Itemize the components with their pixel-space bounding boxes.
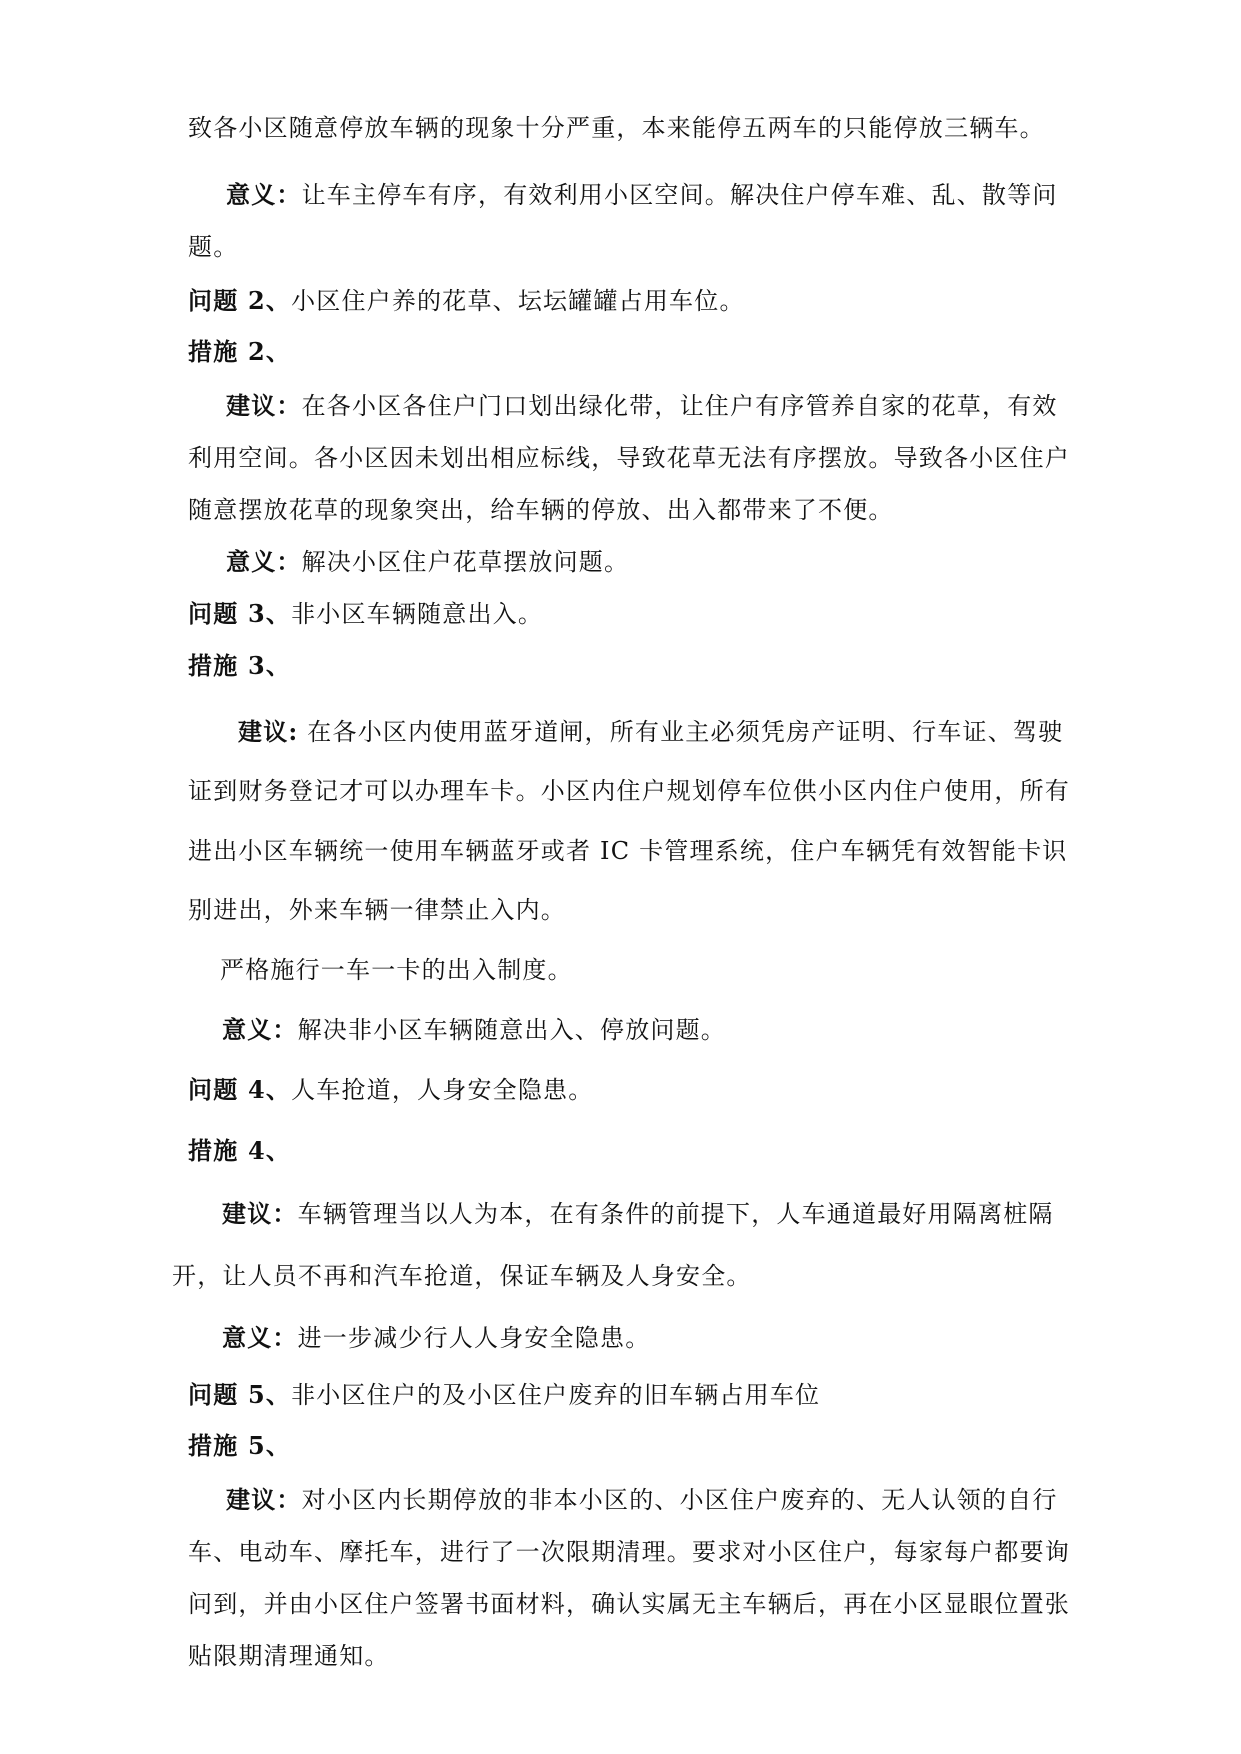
line-text: 题。 xyxy=(188,233,239,261)
line-text: 贴限期清理通知。 xyxy=(188,1642,390,1670)
line-text: 对小区内长期停放的非本小区的、小区住户废弃的、无人认领的自行 xyxy=(301,1486,1058,1514)
line-text: 随意摆放花草的现象突出，给车辆的停放、出入都带来了不便。 xyxy=(188,496,894,524)
measure-label: 措施 2、 xyxy=(188,337,292,366)
measure-heading xyxy=(188,651,291,681)
problem-label: 问题 5、 xyxy=(188,1380,292,1409)
line-text: 在各小区各住户门口划出绿化带，让住户有序管养自家的花草，有效 xyxy=(301,392,1058,420)
meaning-line xyxy=(222,1323,650,1353)
line-text: 进一步减少行人人身安全隐患。 xyxy=(297,1324,651,1352)
line-text: 非小区车辆随意出入。 xyxy=(291,600,544,628)
line-text: 让车主停车有序，有效利用小区空间。解决住户停车难、乱、散等问 xyxy=(301,181,1058,209)
line-text: 小区住户养的花草、坛坛罐罐占用车位。 xyxy=(291,287,745,315)
suggestion-label: 建议: xyxy=(238,717,299,746)
problem-heading xyxy=(188,599,543,629)
measure-label: 措施 3、 xyxy=(188,651,292,680)
measure-label: 措施 4、 xyxy=(188,1136,292,1165)
line-text: 在各小区内使用蓝牙道闸，所有业主必须凭房产证明、行车证、驾驶 xyxy=(298,718,1064,746)
meaning-line xyxy=(226,180,1058,210)
paragraph-line xyxy=(188,443,1070,473)
measure-heading xyxy=(188,1136,291,1166)
paragraph-line xyxy=(188,836,1068,866)
paragraph-line xyxy=(188,232,238,262)
problem-heading xyxy=(188,1380,820,1410)
measure-heading xyxy=(188,337,291,367)
suggestion-line xyxy=(226,391,1058,421)
line-text: 进出小区车辆统一使用车辆蓝牙或者 IC 卡管理系统，住户车辆凭有效智能卡识 xyxy=(188,837,1068,865)
line-text: 解决非小区车辆随意出入、停放问题。 xyxy=(297,1016,727,1044)
line-text: 解决小区住户花草摆放问题。 xyxy=(301,548,630,576)
suggestion-line xyxy=(226,1485,1058,1515)
paragraph-line xyxy=(220,955,573,985)
suggestion-line xyxy=(238,717,1063,747)
meaning-line xyxy=(226,547,629,577)
problem-label: 问题 2、 xyxy=(188,286,292,315)
paragraph-line xyxy=(188,1641,390,1671)
measure-label: 措施 5、 xyxy=(188,1431,292,1460)
line-text: 别进出，外来车辆一律禁止入内。 xyxy=(188,896,566,924)
measure-heading xyxy=(188,1431,291,1461)
line-text: 致各小区随意停放车辆的现象十分严重，本来能停五两车的只能停放三辆车。 xyxy=(188,114,1045,142)
line-text: 严格施行一车一卡的出入制度。 xyxy=(220,956,573,984)
paragraph-line xyxy=(172,1261,752,1291)
line-text: 车辆管理当以人为本，在有条件的前提下，人车通道最好用隔离桩隔 xyxy=(297,1200,1054,1228)
paragraph-line xyxy=(188,1537,1070,1567)
suggestion-label: 建议： xyxy=(226,1485,302,1514)
line-text: 人车抢道，人身安全隐患。 xyxy=(291,1076,594,1104)
line-text: 车、电动车、摩托车，进行了一次限期清理。要求对小区住户，每家每户都要询 xyxy=(188,1538,1070,1566)
paragraph-line xyxy=(188,495,894,525)
meaning-label: 意义： xyxy=(226,180,302,209)
paragraph-line xyxy=(188,776,1070,806)
line-text: 问到，并由小区住户签署书面材料，确认实属无主车辆后，再在小区显眼位置张 xyxy=(188,1590,1070,1618)
paragraph-line xyxy=(188,113,1045,143)
meaning-label: 意义： xyxy=(222,1323,298,1352)
line-text: 利用空间。各小区因未划出相应标线，导致花草无法有序摆放。导致各小区住户 xyxy=(188,444,1070,472)
meaning-label: 意义： xyxy=(226,547,302,576)
problem-heading xyxy=(188,1075,593,1105)
paragraph-line xyxy=(188,1589,1070,1619)
problem-label: 问题 3、 xyxy=(188,599,292,628)
meaning-label: 意义： xyxy=(222,1015,298,1044)
suggestion-label: 建议： xyxy=(222,1199,298,1228)
suggestion-label: 建议： xyxy=(226,391,302,420)
line-text: 开，让人员不再和汽车抢道，保证车辆及人身安全。 xyxy=(172,1262,752,1290)
line-text: 非小区住户的及小区住户废弃的旧车辆占用车位 xyxy=(291,1381,821,1409)
problem-heading xyxy=(188,286,745,316)
suggestion-line xyxy=(222,1199,1054,1229)
paragraph-line xyxy=(188,895,566,925)
line-text: 证到财务登记才可以办理车卡。小区内住户规划停车位供小区内住户使用，所有 xyxy=(188,777,1070,805)
problem-label: 问题 4、 xyxy=(188,1075,292,1104)
meaning-line xyxy=(222,1015,726,1045)
